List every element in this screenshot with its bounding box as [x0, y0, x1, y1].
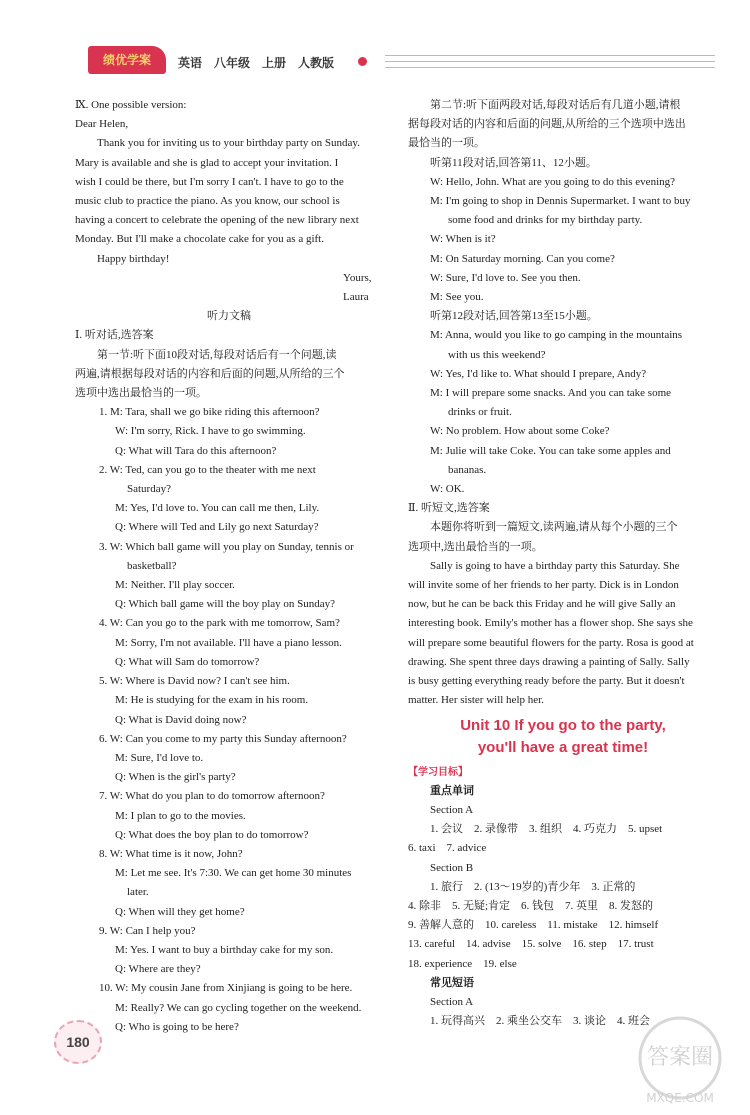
header-rule: [385, 67, 715, 68]
phrase-line: 1. 玩得高兴 2. 乘坐公交车 3. 谈论 4. 班会: [430, 1015, 650, 1028]
dialogue-line: Q: What will Tara do this afternoon?: [115, 444, 277, 457]
dialogue-line: M: Yes. I want to buy a birthday cake for my son.: [115, 943, 334, 956]
dialogue-line: M: Neither. I'll play soccer.: [115, 579, 235, 592]
dialogue-line: M: Sorry, I'm not available. I'll have a piano lesson.: [115, 636, 342, 649]
dialogue-line: 1. M: Tara, shall we go bike riding this afternoon?: [99, 406, 320, 419]
dialogue-line: M: On Saturday morning. Can you come?: [430, 252, 615, 265]
text-line: drawing. She spent three days drawing a painting of Sally. Sally: [408, 655, 690, 668]
section-title: 听力文稿: [207, 310, 251, 323]
dialogue-line: W: No problem. How about some Coke?: [430, 425, 610, 438]
header-dot-icon: [358, 57, 367, 66]
watermark-logo: [618, 1010, 743, 1110]
unit-title-line: you'll have a great time!: [477, 738, 649, 756]
dialogue-line: M: I'm going to shop in Dennis Supermarket. I want to buy: [430, 195, 691, 208]
text-line: Dear Helen,: [75, 118, 129, 131]
brand-badge: 绩优学案: [88, 46, 166, 74]
dialogue-line: M: I plan to go to the movies.: [115, 809, 246, 822]
dialogue-line: some food and drinks for my birthday party.: [448, 214, 643, 227]
svg-text:答案圈: 答案圈: [646, 1045, 714, 1070]
text-line: Ⅸ. One possible version:: [75, 99, 187, 111]
dialogue-line: Q: Which ball game will the boy play on Sunday?: [115, 598, 336, 611]
dialogue-line: 8. W: What time is it now, John?: [99, 847, 243, 860]
signature-line: Yours,: [343, 271, 372, 284]
dialogue-line: Q: Where will Ted and Lily go next Saturday?: [115, 521, 319, 534]
text-line: 第一节:听下面10段对话,每段对话后有一个问题,读: [97, 348, 337, 361]
dialogue-line: drinks or fruit.: [448, 406, 512, 419]
dialogue-line: M: Julie will take Coke. You can take some apples and: [430, 444, 671, 457]
text-line: 最恰当的一项。: [408, 137, 485, 150]
dialogue-line: with us this weekend?: [448, 348, 546, 361]
left-column: [75, 96, 383, 1037]
page-number: 180: [54, 1020, 102, 1064]
dialogue-line: Q: What does the boy plan to do tomorrow?: [115, 828, 309, 841]
text-line: Monday. But I'll make a chocolate cake for you as a gift.: [75, 233, 324, 246]
dialogue-line: W: I'm sorry, Rick. I have to go swimming.: [115, 425, 306, 438]
dialogue-line: 4. W: Can you go to the park with me tomorrow, Sam?: [99, 617, 340, 630]
dialogue-line: M: He is studying for the exam in his room.: [115, 694, 309, 707]
dialogue-line: M: Yes, I'd love to. You can call me then, Lily.: [115, 502, 320, 515]
text-line: Thank you for inviting us to your birthday party on Sunday.: [97, 137, 360, 150]
signature-line: Laura: [343, 291, 369, 304]
subheading: 重点单词: [430, 784, 474, 797]
dialogue-line: 9. W: Can I help you?: [99, 924, 196, 937]
vocab-line: 9. 善解人意的 10. careless 11. mistake 12. himself: [408, 919, 659, 932]
vocab-line: 1. 旅行 2. (13～19岁的)青少年 3. 正常的: [430, 880, 636, 893]
text-line: 听第11段对话,回答第11、12小题。: [430, 156, 597, 169]
dialogue-line: 7. W: What do you plan to do tomorrow afternoon?: [99, 790, 325, 803]
text-line: matter. Her sister will help her.: [408, 694, 544, 707]
page-header: [0, 40, 750, 80]
subheading: 常见短语: [430, 976, 474, 989]
dialogue-line: basketball?: [127, 559, 177, 572]
vocab-line: 1. 会议 2. 录像带 3. 组织 4. 巧克力 5. upset: [430, 823, 663, 836]
text-line: 据每段对话的内容和后面的问题,从所给的三个选项中选出: [408, 118, 686, 131]
dialogue-line: 5. W: Where is David now? I can't see him.: [99, 675, 290, 688]
dialogue-line: M: Let me see. It's 7:30. We can get home 30 minutes: [115, 867, 352, 880]
section-heading: Ⅱ. 听短文,选答案: [408, 502, 490, 515]
dialogue-line: W: OK.: [430, 483, 465, 496]
dialogue-line: W: Hello, John. What are you going to do this evening?: [430, 175, 676, 188]
text-line: 听第12段对话,回答第13至15小题。: [430, 310, 598, 323]
section-label: Section A: [430, 803, 474, 816]
dialogue-line: 3. W: Which ball game will you play on Sunday, tennis or: [99, 540, 354, 553]
dialogue-line: Q: When will they get home?: [115, 905, 245, 918]
dialogue-line: Q: What will Sam do tomorrow?: [115, 655, 260, 668]
dialogue-line: W: Yes, I'd like to. What should I prepare, Andy?: [430, 367, 647, 380]
dialogue-line: 2. W: Ted, can you go to the theater with me next: [99, 463, 316, 476]
dialogue-line: M: I will prepare some snacks. And you can take some: [430, 387, 672, 400]
header-rule: [385, 61, 715, 62]
vocab-line: 4. 除非 5. 无疑;肯定 6. 钱包 7. 英里 8. 发怒的: [408, 899, 654, 912]
dialogue-line: W: Sure, I'd love to. See you then.: [430, 271, 581, 284]
section-label: Section B: [430, 861, 474, 874]
unit-title-line: Unit 10 If you go to the party,: [460, 716, 666, 734]
dialogue-line: Saturday?: [127, 483, 171, 496]
text-line: is busy getting everything ready before the party. But it doesn't: [408, 675, 685, 688]
text-line: will prepare some beautiful flowers for the party. Rosa is good at: [408, 636, 694, 649]
section-label: Section A: [430, 995, 474, 1008]
text-line: 选项中选出最恰当的一项。: [75, 387, 207, 400]
dialogue-line: M: Anna, would you like to go camping in the mountains: [430, 329, 683, 342]
dialogue-line: later.: [127, 886, 149, 899]
section-heading: Ⅰ. 听对话,选答案: [75, 329, 154, 342]
dialogue-line: Q: What is David doing now?: [115, 713, 247, 726]
text-line: 选项中,选出最恰当的一项。: [408, 540, 543, 553]
vocab-line: 13. careful 14. advise 15. solve 16. step 17. trust: [408, 938, 654, 951]
text-line: 两遍,请根据每段对话的内容和后面的问题,从所给的三个: [75, 367, 345, 380]
text-line: having a concert to celebrate the opening of the new library next: [75, 214, 359, 227]
learning-goals-tag: 【学习目标】: [408, 766, 468, 778]
text-line: will invite some of her friends to her party. Dick is in London: [408, 579, 679, 592]
right-column: [408, 96, 718, 1031]
text-line: Mary is available and she is glad to accept your invitation. I: [75, 156, 339, 169]
vocab-line: 6. taxi 7. advice: [408, 842, 487, 855]
dialogue-line: Q: Where are they?: [115, 963, 201, 976]
text-line: Happy birthday!: [97, 252, 170, 265]
svg-text:MXQE.COM: MXQE.COM: [646, 1091, 714, 1105]
book-title: 英语 八年级 上册 人教版: [178, 56, 335, 70]
dialogue-line: Q: When is the girl's party?: [115, 771, 236, 784]
dialogue-line: M: Really? We can go cycling together on the weekend.: [115, 1001, 362, 1014]
dialogue-line: W: When is it?: [430, 233, 496, 246]
text-line: wish I could be there, but I'm sorry I can't. I have to go to the: [75, 175, 344, 188]
dialogue-line: 6. W: Can you come to my party this Sunday afternoon?: [99, 732, 347, 745]
dialogue-line: M: Sure, I'd love to.: [115, 751, 204, 764]
text-line: now, but he can be back this Friday and he will give Sally an: [408, 598, 676, 611]
text-line: 第二节:听下面两段对话,每段对话后有几道小题,请根: [430, 99, 681, 111]
unit-title: [408, 715, 718, 759]
dialogue-line: bananas.: [448, 463, 487, 476]
dialogue-line: Q: Who is going to be here?: [115, 1020, 239, 1033]
header-rule: [385, 55, 715, 56]
dialogue-line: M: See you.: [430, 291, 484, 304]
text-line: music club to practice the piano. As you know, our school is: [75, 195, 340, 208]
text-line: interesting book. Emily's mother has a flower shop. She says she: [408, 617, 693, 630]
text-line: 本题你将听到一篇短文,读两遍,请从每个小题的三个: [430, 521, 678, 534]
dialogue-line: 10. W: My cousin Jane from Xinjiang is going to be here.: [99, 982, 353, 995]
text-line: Sally is going to have a birthday party this Saturday. She: [430, 559, 680, 572]
vocab-line: 18. experience 19. else: [408, 957, 517, 970]
